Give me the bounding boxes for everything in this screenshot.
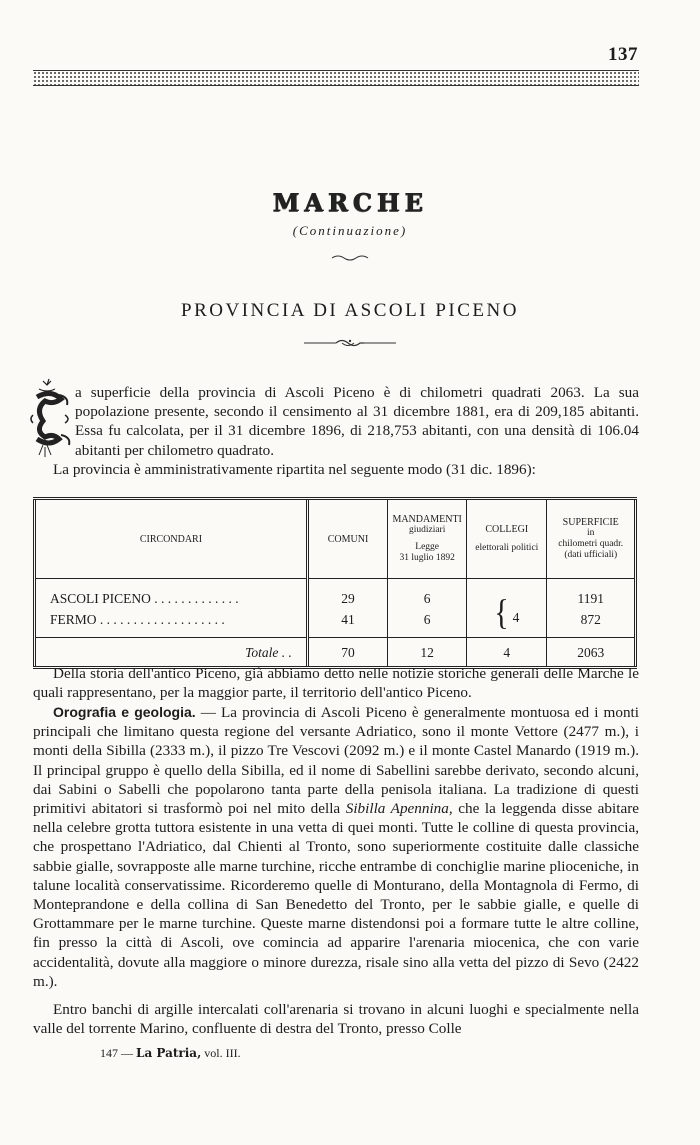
header-circondari: CIRCONDARI xyxy=(35,500,308,579)
intro-paragraph xyxy=(33,383,639,479)
orografia-italic: Sibilla Apennina xyxy=(345,800,449,818)
chapter-subtitle: (Continuazione) xyxy=(292,223,408,238)
header-mandamenti-line2: giudiziari xyxy=(408,525,446,535)
intro-text: a superficie della provincia di Ascoli Piceno è di chilometri quadrati 2063. La sua popolazione presente, secondo il censimento al 31 dicembre 1881, era di 209,185 abitanti. Essa fu calcolata, per il 31 dicembre 1896, di 218,753 abitanti, con una densità di 106.04 abitanti per chilometro quadrato. xyxy=(75,384,639,459)
header-comuni: COMUNI xyxy=(307,500,387,579)
total-label: Totale . . xyxy=(35,638,308,667)
row-collegi-shared xyxy=(467,579,547,638)
paragraph-storia: Della storia dell'antico Piceno, già abbiamo detto nelle notizie storiche generali delle Marche le quali rappresentano, per la maggior parte, il territorio dell'antico Piceno. xyxy=(33,665,639,702)
row-name: ASCOLI PICENO . . . . . . . . . . . . . xyxy=(35,579,308,609)
footer-work-title: La Patria, xyxy=(136,1046,202,1060)
intro-last-line: La provincia è amministrativamente ripartita nel seguente modo (31 dic. 1896): xyxy=(53,460,536,478)
table-row xyxy=(35,579,636,609)
header-mandamenti-line1: MANDAMENTI xyxy=(392,514,462,525)
flourish-ornament-small xyxy=(0,250,700,268)
header-superficie xyxy=(547,500,636,579)
row-superficie: 1191 xyxy=(547,579,636,609)
paragraph-entro: Entro banchi di argille intercalati coll'arenaria si trovano in alcuni luoghi e specialmente nella valle del torrente Marino, confluente di destra del Tronto, presso Colle xyxy=(33,1001,639,1038)
total-comuni: 70 xyxy=(307,638,387,667)
ornate-initial-l-icon xyxy=(29,375,75,459)
page-footer xyxy=(100,1046,241,1061)
collegi-shared-value: 4 xyxy=(512,610,520,625)
header-mandamenti-line4: 31 luglio 1892 xyxy=(399,553,455,563)
row-name: FERMO . . . . . . . . . . . . . . . . . . . xyxy=(35,608,308,638)
row-mandamenti: 6 xyxy=(388,579,467,609)
header-collegi-line2: elettorali politici xyxy=(475,543,539,553)
orografia-text-b: , che la leggenda disse abitare nella celebre grotta tuttora esistente in una vetta di quei monti. Tutte le colline di questa provincia, che prospettano l'Adriatico, dal Chienti al Tronto, sono superiormente costituite dalle classiche sabbie gialle, sovrapposte alle marne turchine, ricche entrambe di conchiglie marine plioceniche, in talune località conservatissime. Ricorderemo quelle di Monturano, della Montagnola di Fermo, di Monteprandone e della collina di San Benedetto del Tronto, per le sabbie gialle, e quelle di Grottammare per le marne turchine. Queste marne distendonsi poi a formare tutte le altre colline, fin presso la città di Ascoli, ove comincia ad apparire l'arenaria miocenica, che con varie accidentalità, dovute alla maggiore o minore durezza, risale sino alla vetta del pizzo di Sevo (2422 m.). xyxy=(33,800,639,990)
districts-table xyxy=(33,497,637,669)
header-collegi-line1: COLLEGI xyxy=(485,524,529,535)
header-superficie-line4: (dati ufficiali) xyxy=(564,550,618,560)
header-superficie-line1: SUPERFICIE xyxy=(562,517,619,528)
drop-cap xyxy=(33,383,69,457)
row-mandamenti: 6 xyxy=(388,608,467,638)
chapter-title: MARCHE xyxy=(272,188,428,217)
header-collegi xyxy=(467,500,547,579)
row-superficie: 872 xyxy=(547,608,636,638)
header-superficie-line2: in xyxy=(587,528,595,538)
ornamental-header-rule xyxy=(33,70,639,86)
total-superficie: 2063 xyxy=(547,638,636,667)
header-superficie-line3: chilometri quadr. xyxy=(558,539,624,549)
header-mandamenti xyxy=(388,500,467,579)
total-collegi: 4 xyxy=(467,638,547,667)
province-title: PROVINCIA DI ASCOLI PICENO xyxy=(181,300,519,321)
paragraph-orografia xyxy=(33,703,639,991)
flourish-icon xyxy=(330,253,370,263)
table-header-row xyxy=(35,500,636,579)
footer-volume: vol. III. xyxy=(204,1046,241,1060)
flourish-ornament-wide xyxy=(0,336,700,354)
flourish-icon xyxy=(302,337,398,349)
orografia-text-a: — La provincia di Ascoli Piceno è generalmente montuosa ed i monti principali che limitano questa regione del versante Adriatico, sono il monte Vettore (2477 m.), i monti della Sibilla (2333 m.), il pizzo Tre Vescovi (2092 m.) e il monte Castel Manardo (1919 m.). Il principal gruppo è quello della Sibilla, ed il nome di Sabellini sarebbe derivato, secondo alcuni, dai Sabini o Sabelli che popolarono tanta parte della penisola italiana. La tradizione di questi primitivi abitatori si trasformò poi nel mito della xyxy=(33,704,639,818)
footer-number: 147 — xyxy=(100,1046,133,1060)
table-total-row xyxy=(35,638,636,667)
row-comuni: 41 xyxy=(307,608,387,638)
page-number: 137 xyxy=(608,44,638,65)
total-mandamenti: 12 xyxy=(388,638,467,667)
section-heading-orografia: Orografia e geologia. xyxy=(53,704,196,720)
header-mandamenti-line3: Legge xyxy=(415,542,440,552)
brace-icon: { xyxy=(494,592,509,633)
row-comuni: 29 xyxy=(307,579,387,609)
